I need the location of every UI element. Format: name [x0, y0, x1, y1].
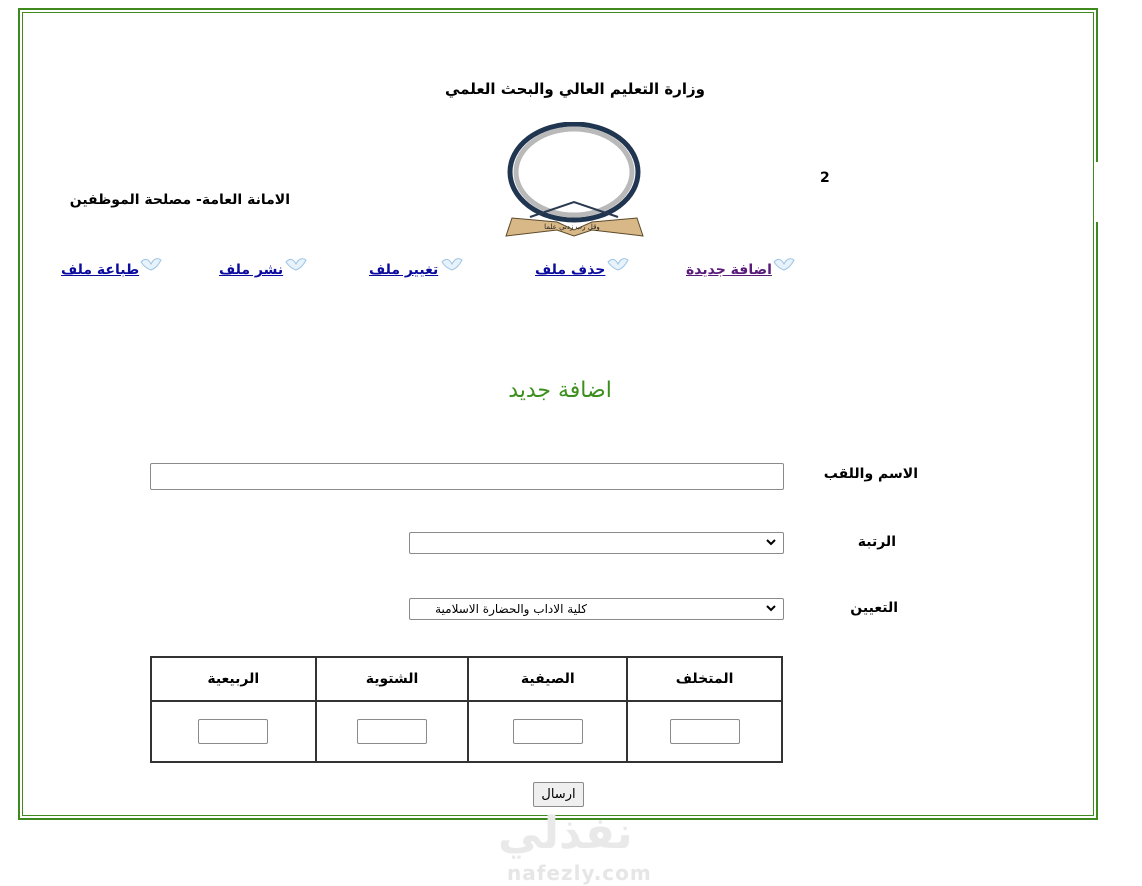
dove-icon: [772, 254, 796, 274]
nav-print-file-link[interactable]: طباعة ملف: [61, 262, 140, 278]
nav-add-new-link[interactable]: اضافة جديدة: [686, 262, 772, 278]
assignment-label: التعيين: [850, 600, 898, 616]
summer-input[interactable]: [513, 719, 583, 744]
stray-text: 2: [820, 170, 830, 186]
table-header-row: [151, 657, 782, 701]
dove-icon: [606, 254, 630, 274]
rank-label: الرتبة: [857, 534, 896, 550]
watermark-url: nafezly.com: [507, 861, 652, 885]
column-header: الربيعية: [151, 657, 316, 701]
dove-icon: [284, 254, 308, 274]
submit-button[interactable]: ارسال: [533, 782, 584, 807]
column-header: الصيفية: [468, 657, 627, 701]
ministry-title: وزارة التعليم العالي والبحث العلمي: [444, 80, 706, 98]
chevron-down-icon: [765, 536, 777, 548]
page-title: اضافة جديد: [508, 378, 612, 403]
season-grades-table: [150, 656, 783, 763]
watermark-logo: نفذلي: [498, 808, 633, 859]
nav-publish-file-link[interactable]: نشر ملف: [219, 262, 284, 278]
secretariat-title: الامانة العامة- مصلحة الموظفين: [69, 192, 290, 208]
name-input[interactable]: [150, 463, 784, 490]
column-header: المتخلف: [627, 657, 782, 701]
ministry-logo: [502, 122, 647, 240]
backlog-input[interactable]: [670, 719, 740, 744]
column-header: الشتوية: [316, 657, 469, 701]
winter-input[interactable]: [357, 719, 427, 744]
name-label: الاسم واللقب: [823, 466, 918, 482]
assignment-select-value: كلية الاداب والحضارة الاسلامية: [435, 602, 587, 616]
assignment-select[interactable]: [409, 598, 784, 620]
table-row: [151, 701, 782, 762]
chevron-down-icon: [765, 602, 777, 614]
rank-select[interactable]: [409, 532, 784, 554]
spring-input[interactable]: [198, 719, 268, 744]
dove-icon: [139, 254, 163, 274]
nav-delete-file-link[interactable]: حذف ملف: [535, 262, 606, 278]
nav-change-file-link[interactable]: تغيير ملف: [369, 262, 439, 278]
logo-motto: وقل رب زدني علما: [544, 223, 600, 231]
dove-icon: [440, 254, 464, 274]
